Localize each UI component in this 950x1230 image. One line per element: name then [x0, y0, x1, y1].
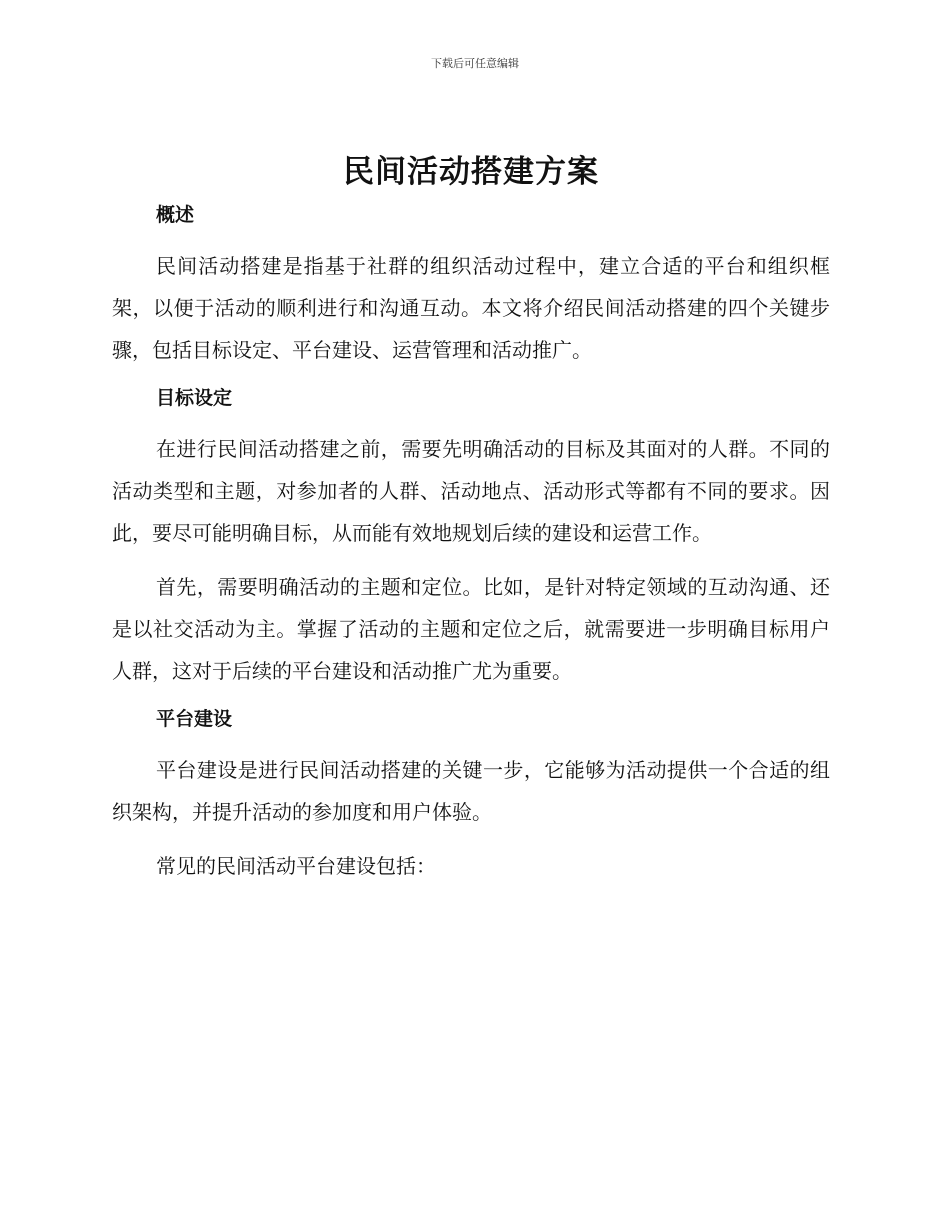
- section-goal-setting: [112, 383, 830, 692]
- paragraph: 首先，需要明确活动的主题和定位。比如，是针对特定领域的互动沟通、还是以社交活动为主。掌握了活动的主题和定位之后，就需要进一步明确目标用户人群，这对于后续的平台建设和活动推广尤为重要。: [112, 575, 830, 683]
- document-body: [112, 150, 830, 899]
- section-heading-platform-building: 平台建设: [156, 708, 233, 730]
- section-overview: [112, 200, 830, 371]
- paragraph: 在进行民间活动搭建之前，需要先明确活动的目标及其面对的人群。不同的活动类型和主题，对参加者的人群、活动地点、活动形式等都有不同的要求。因此，要尽可能明确目标，从而能有效地规划后续的建设和运营工作。: [112, 437, 830, 545]
- header-note: 下载后可任意编辑: [431, 57, 519, 70]
- paragraph: 常见的民间活动平台建设包括：: [156, 854, 436, 878]
- paragraph: 平台建设是进行民间活动搭建的关键一步，它能够为活动提供一个合适的组织架构，并提升活动的参加度和用户体验。: [112, 758, 830, 824]
- document-title: 民间活动搭建方案: [343, 154, 599, 190]
- section-platform-building: [112, 704, 830, 887]
- section-heading-goal-setting: 目标设定: [156, 387, 233, 409]
- paragraph: 民间活动搭建是指基于社群的组织活动过程中，建立合适的平台和组织框架，以便于活动的顺利进行和沟通互动。本文将介绍民间活动搭建的四个关键步骤，包括目标设定、平台建设、运营管理和活动推广。: [112, 254, 830, 362]
- section-heading-overview: 概述: [156, 204, 195, 226]
